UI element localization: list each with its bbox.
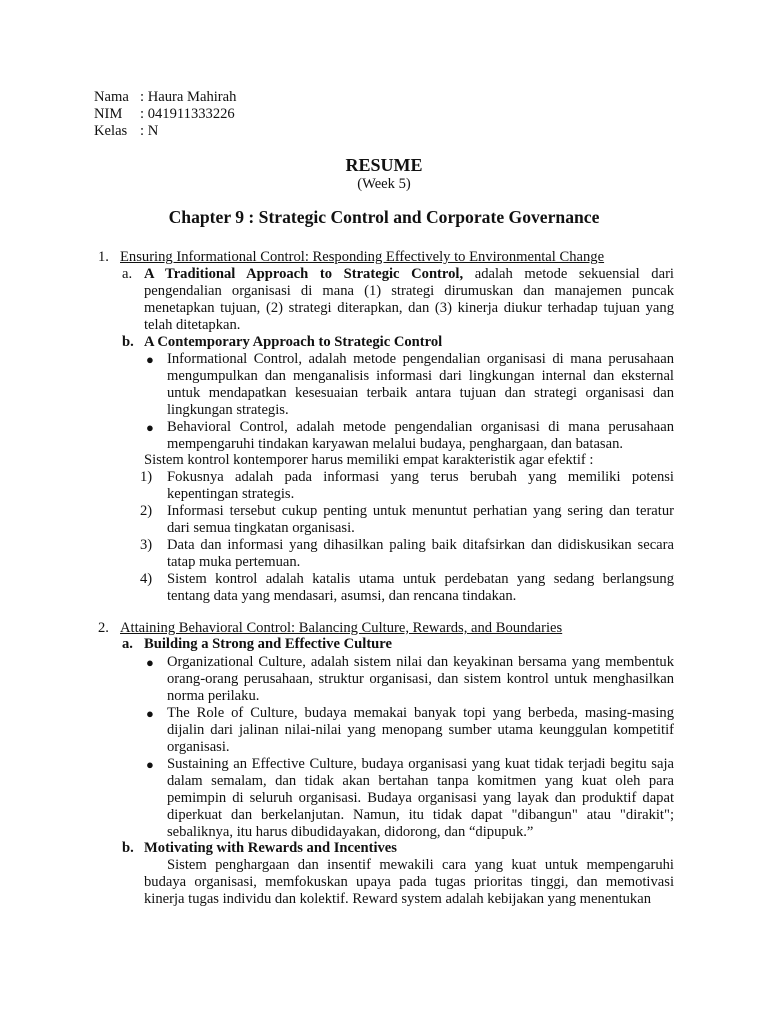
subsection-text: adalah metode sekuensial dari pengendalian organisasi di mana (1) strategi dirumuskan dan manajemen puncak menetapkan tujuan, (2) strategi diterapkan, dan (3) kinerja diukur terhadap tujuan yang telah ditetapkan.: [144, 266, 674, 334]
document-title: RESUME: [345, 155, 423, 175]
subsection-paragraph: [144, 266, 674, 334]
bullet-icon: ●: [146, 706, 154, 721]
list-item: The Role of Culture, budaya memakai banyak topi yang berbeda, masing-masing dijalin dari jalinan nilai-nilai yang menopang sumber utama keunggulan kompetitif organisasi.: [167, 705, 674, 756]
list-item: Sustaining an Effective Culture, budaya organisasi yang kuat tidak terjadi begitu saja dalam semalam, dan tidak akan bertahan tanpa komitmen yang kuat oleh para pemimpin di seluruh organisasi. Budaya organisasi yang layak dan produktif dapat diperkuat dan berkelanjutan. Namun, itu tidak dapat "dibangun" atau "dirakit"; sebaliknya, itu harus dibudidayakan, didorong, dan “dipupuk.”: [167, 756, 674, 841]
subsection-bold-lead: A Traditional Approach to Strategic Control,: [144, 266, 464, 282]
nim-value: : 041911333226: [140, 106, 235, 123]
bullet-icon: ●: [146, 420, 154, 435]
section-title: Attaining Behavioral Control: Balancing Culture, Rewards, and Boundaries: [120, 620, 563, 636]
nim-label: NIM: [94, 106, 123, 123]
kelas-row: [94, 123, 236, 140]
bullet-icon: ●: [146, 655, 154, 670]
numbered-label: 1): [140, 469, 153, 485]
list-item: Behavioral Control, adalah metode pengendalian organisasi di mana perusahaan mempengaruhi tindakan karyawan melalui budaya, penghargaan, dan batasan.: [167, 419, 674, 453]
bullet-icon: ●: [146, 352, 154, 367]
list-item: Informational Control, adalah metode pengendalian organisasi di mana perusahaan mengumpulkan dan menganalisis informasi dari lingkungan internal dan eksternal untuk mendapatkan kesesuaian terbaik antara tujuan dan strategi organisasi dan lingkungan strategis.: [167, 351, 674, 419]
numbered-item: Sistem kontrol adalah katalis utama untuk perdebatan yang sedang berlangsung tentang data yang mendasari, asumsi, dan rencana tindakan.: [167, 571, 674, 605]
subsection-letter: a.: [122, 636, 133, 652]
list-item: Organizational Culture, adalah sistem nilai dan keyakinan bersama yang membentuk orang-orang perusahaan, struktur organisasi, dan sistem kontrol untuk menghasilkan norma perilaku.: [167, 654, 674, 705]
numbered-item: Informasi tersebut cukup penting untuk menuntut perhatian yang sering dan teratur dari semua tingkatan organisasi.: [167, 503, 674, 537]
subsection-letter: b.: [122, 840, 134, 856]
subsection-letter: a.: [122, 266, 133, 282]
kelas-value: : N: [140, 123, 159, 140]
numbered-item: Data dan informasi yang dihasilkan paling baik ditafsirkan dan didiskusikan secara tatap muka pertemuan.: [167, 537, 674, 571]
intro-paragraph: Sistem kontrol kontemporer harus memiliki empat karakteristik agar efektif :: [144, 452, 594, 468]
document-subtitle: (Week 5): [357, 176, 411, 192]
numbered-item: Fokusnya adalah pada informasi yang terus berubah yang memiliki potensi kepentingan strategis.: [167, 469, 674, 503]
numbered-label: 3): [140, 537, 153, 553]
nim-row: [94, 106, 236, 123]
chapter-title: Chapter 9 : Strategic Control and Corporate Governance: [168, 207, 600, 227]
section-title: Ensuring Informational Control: Responding Effectively to Environmental Change: [120, 249, 605, 265]
section-number: 1.: [98, 249, 109, 265]
numbered-label: 2): [140, 503, 153, 519]
kelas-label: Kelas: [94, 123, 128, 140]
section-number: 2.: [98, 620, 109, 636]
subsection-title: Building a Strong and Effective Culture: [144, 636, 392, 652]
subsection-title: Motivating with Rewards and Incentives: [144, 840, 397, 856]
numbered-label: 4): [140, 571, 153, 587]
subsection-letter: b.: [122, 334, 134, 350]
student-identity: [94, 89, 236, 140]
nama-value: : Haura Mahirah: [140, 89, 237, 105]
subsection-paragraph: Sistem penghargaan dan insentif mewakili cara yang kuat untuk mempengaruhi budaya organisasi, memfokuskan upaya pada tugas prioritas tinggi, dan memotivasi kinerja tugas individu dan kolektif. Reward system adalah kebijakan yang menentukan: [144, 857, 674, 908]
subsection-title: A Contemporary Approach to Strategic Control: [144, 334, 443, 350]
nama-row: [94, 89, 236, 106]
nama-label: Nama: [94, 89, 129, 105]
bullet-icon: ●: [146, 757, 154, 772]
